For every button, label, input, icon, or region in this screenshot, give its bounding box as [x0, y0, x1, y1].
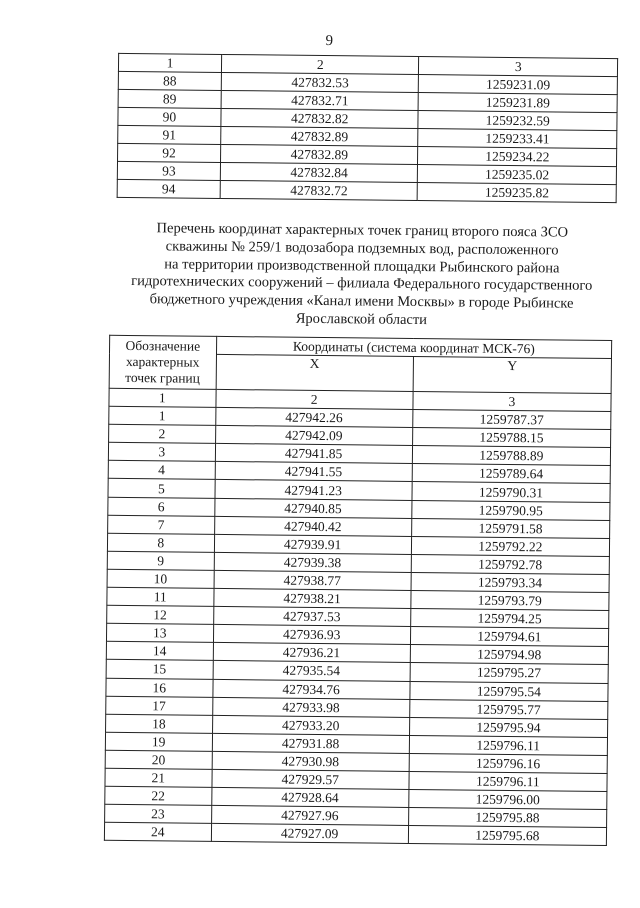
- table2-index-col3: 3: [413, 391, 611, 411]
- point-number: 94: [117, 179, 220, 198]
- point-number: 88: [118, 71, 221, 90]
- y-coordinate: 1259792.78: [411, 554, 609, 574]
- x-coordinate: 427832.71: [221, 90, 419, 110]
- point-number: 7: [108, 515, 215, 534]
- point-number: 3: [108, 443, 215, 462]
- continuation-coordinates-table: [117, 53, 618, 203]
- x-coordinate: 427934.76: [212, 679, 409, 699]
- table1-header-col3: 3: [419, 57, 618, 77]
- point-number: 19: [105, 732, 212, 751]
- table2-index-col2: 2: [216, 389, 413, 409]
- y-coordinate: 1259796.16: [409, 753, 607, 773]
- x-coordinate: 427927.09: [211, 824, 408, 844]
- y-coordinate: 1259792.22: [411, 536, 609, 556]
- point-number: 16: [106, 678, 213, 697]
- x-coordinate: 427832.72: [220, 180, 418, 200]
- x-coordinate: 427931.88: [212, 733, 409, 753]
- point-number: 89: [118, 89, 221, 108]
- section-title-line: Ярославской области: [295, 310, 428, 329]
- section-title-line: бюджетного учреждения «Канал имени Москвы» в городе Рыбинске: [149, 291, 574, 312]
- point-number: 4: [108, 461, 215, 480]
- y-coordinate: 1259795.54: [410, 681, 608, 701]
- y-coordinate: 1259796.11: [409, 771, 607, 791]
- y-coordinate: 1259795.88: [408, 808, 606, 828]
- y-coordinate: 1259235.02: [418, 165, 617, 185]
- x-coordinate: 427938.77: [214, 570, 411, 590]
- table2-body: [104, 406, 611, 845]
- x-coordinate: 427937.53: [213, 607, 410, 627]
- point-number: 24: [104, 823, 211, 842]
- point-number: 93: [117, 161, 220, 180]
- y-coordinate: 1259787.37: [412, 410, 610, 430]
- point-number: 22: [105, 786, 212, 805]
- x-coordinate: 427930.98: [212, 751, 409, 771]
- x-coordinate: 427927.96: [211, 806, 408, 826]
- y-coordinate: 1259790.31: [412, 482, 610, 502]
- x-coordinate: 427941.85: [215, 444, 412, 464]
- y-coordinate: 1259793.34: [411, 572, 609, 592]
- section-title: [111, 220, 612, 332]
- table1-header-col1: 1: [118, 53, 221, 72]
- x-coordinate: 427935.54: [213, 661, 410, 681]
- point-number: 17: [106, 696, 213, 715]
- y-coordinate: 1259233.41: [418, 129, 617, 149]
- point-number: 92: [118, 143, 221, 162]
- table1-header-col2: 2: [221, 54, 419, 74]
- y-coordinate: 1259795.27: [410, 663, 608, 683]
- y-coordinate: 1259234.22: [418, 147, 617, 167]
- x-column-header: X: [216, 354, 414, 391]
- x-coordinate: 427941.23: [215, 480, 412, 500]
- page-number: 9: [325, 33, 334, 50]
- y-coordinate: 1259788.15: [412, 428, 610, 448]
- y-coordinate: 1259232.59: [418, 111, 617, 131]
- point-number: 15: [106, 660, 213, 679]
- y-coordinate: 1259796.00: [408, 790, 606, 810]
- point-number: 23: [105, 804, 212, 823]
- y-coordinate: 1259790.95: [412, 500, 610, 520]
- x-coordinate: 427832.53: [221, 72, 419, 92]
- section-title-line: Перечень координат характерных точек границ второго пояса ЗСО: [156, 220, 569, 241]
- points-designation-header: Обозначение характерных точек границ: [109, 335, 216, 389]
- y-coordinate: 1259789.64: [412, 464, 610, 484]
- x-coordinate: 427941.55: [215, 462, 412, 482]
- point-number: 11: [107, 587, 214, 606]
- x-coordinate: 427832.82: [221, 108, 419, 128]
- y-coordinate: 1259231.89: [419, 93, 618, 113]
- y-coordinate: 1259793.79: [411, 590, 609, 610]
- y-coordinate: 1259235.82: [418, 183, 617, 203]
- point-number: 20: [105, 750, 212, 769]
- point-number: 5: [108, 479, 215, 498]
- zone-boundary-coordinates-table: [104, 335, 612, 847]
- y-coordinate: 1259794.25: [410, 609, 608, 629]
- point-number: 91: [118, 125, 221, 144]
- x-coordinate: 427940.85: [214, 498, 411, 518]
- table1-body: [117, 71, 617, 202]
- table-row: [104, 823, 606, 846]
- point-number: 9: [107, 551, 214, 570]
- y-coordinate: 1259795.94: [409, 717, 607, 737]
- x-coordinate: 427933.98: [212, 697, 409, 717]
- y-coordinate: 1259791.58: [411, 518, 609, 538]
- point-number: 12: [107, 605, 214, 624]
- point-number: 90: [118, 107, 221, 126]
- point-number: 1: [109, 406, 216, 425]
- x-coordinate: 427832.84: [220, 162, 418, 182]
- point-number: 10: [107, 569, 214, 588]
- x-coordinate: 427832.89: [221, 144, 419, 164]
- x-coordinate: 427832.89: [221, 126, 419, 146]
- x-coordinate: 427936.93: [213, 625, 410, 645]
- x-coordinate: 427929.57: [212, 769, 409, 789]
- section-title-line: гидротехнических сооружений – филиала Федерального государственного: [131, 273, 593, 295]
- x-coordinate: 427942.09: [215, 426, 412, 446]
- x-coordinate: 427933.20: [212, 715, 409, 735]
- point-number: 18: [106, 714, 213, 733]
- section-title-line: на территории производственной площадки Рыбинского района: [164, 255, 560, 277]
- x-coordinate: 427928.64: [211, 787, 408, 807]
- y-coordinate: 1259794.98: [410, 645, 608, 665]
- table-row: [117, 179, 616, 202]
- point-number: 14: [106, 642, 213, 661]
- y-column-header: Y: [413, 356, 612, 393]
- table2-index-col1: 1: [109, 388, 216, 407]
- x-coordinate: 427936.21: [213, 643, 410, 663]
- x-coordinate: 427938.21: [213, 588, 410, 608]
- coordinates-system-header: Координаты (система координат МСК-76): [216, 336, 612, 358]
- point-number: 13: [106, 623, 213, 642]
- point-number: 8: [107, 533, 214, 552]
- point-number: 2: [109, 424, 216, 443]
- y-coordinate: 1259795.68: [408, 826, 606, 846]
- x-coordinate: 427942.26: [215, 407, 412, 427]
- y-coordinate: 1259231.09: [419, 75, 618, 95]
- x-coordinate: 427939.38: [214, 552, 411, 572]
- x-coordinate: 427940.42: [214, 516, 411, 536]
- y-coordinate: 1259796.11: [409, 735, 607, 755]
- y-coordinate: 1259788.89: [412, 446, 610, 466]
- section-title-line: скважины № 259/1 водозабора подземных вод, расположенного: [165, 238, 559, 259]
- y-coordinate: 1259795.77: [409, 699, 607, 719]
- x-coordinate: 427939.91: [214, 534, 411, 554]
- y-coordinate: 1259794.61: [410, 627, 608, 647]
- point-number: 21: [105, 768, 212, 787]
- point-number: 6: [108, 497, 215, 516]
